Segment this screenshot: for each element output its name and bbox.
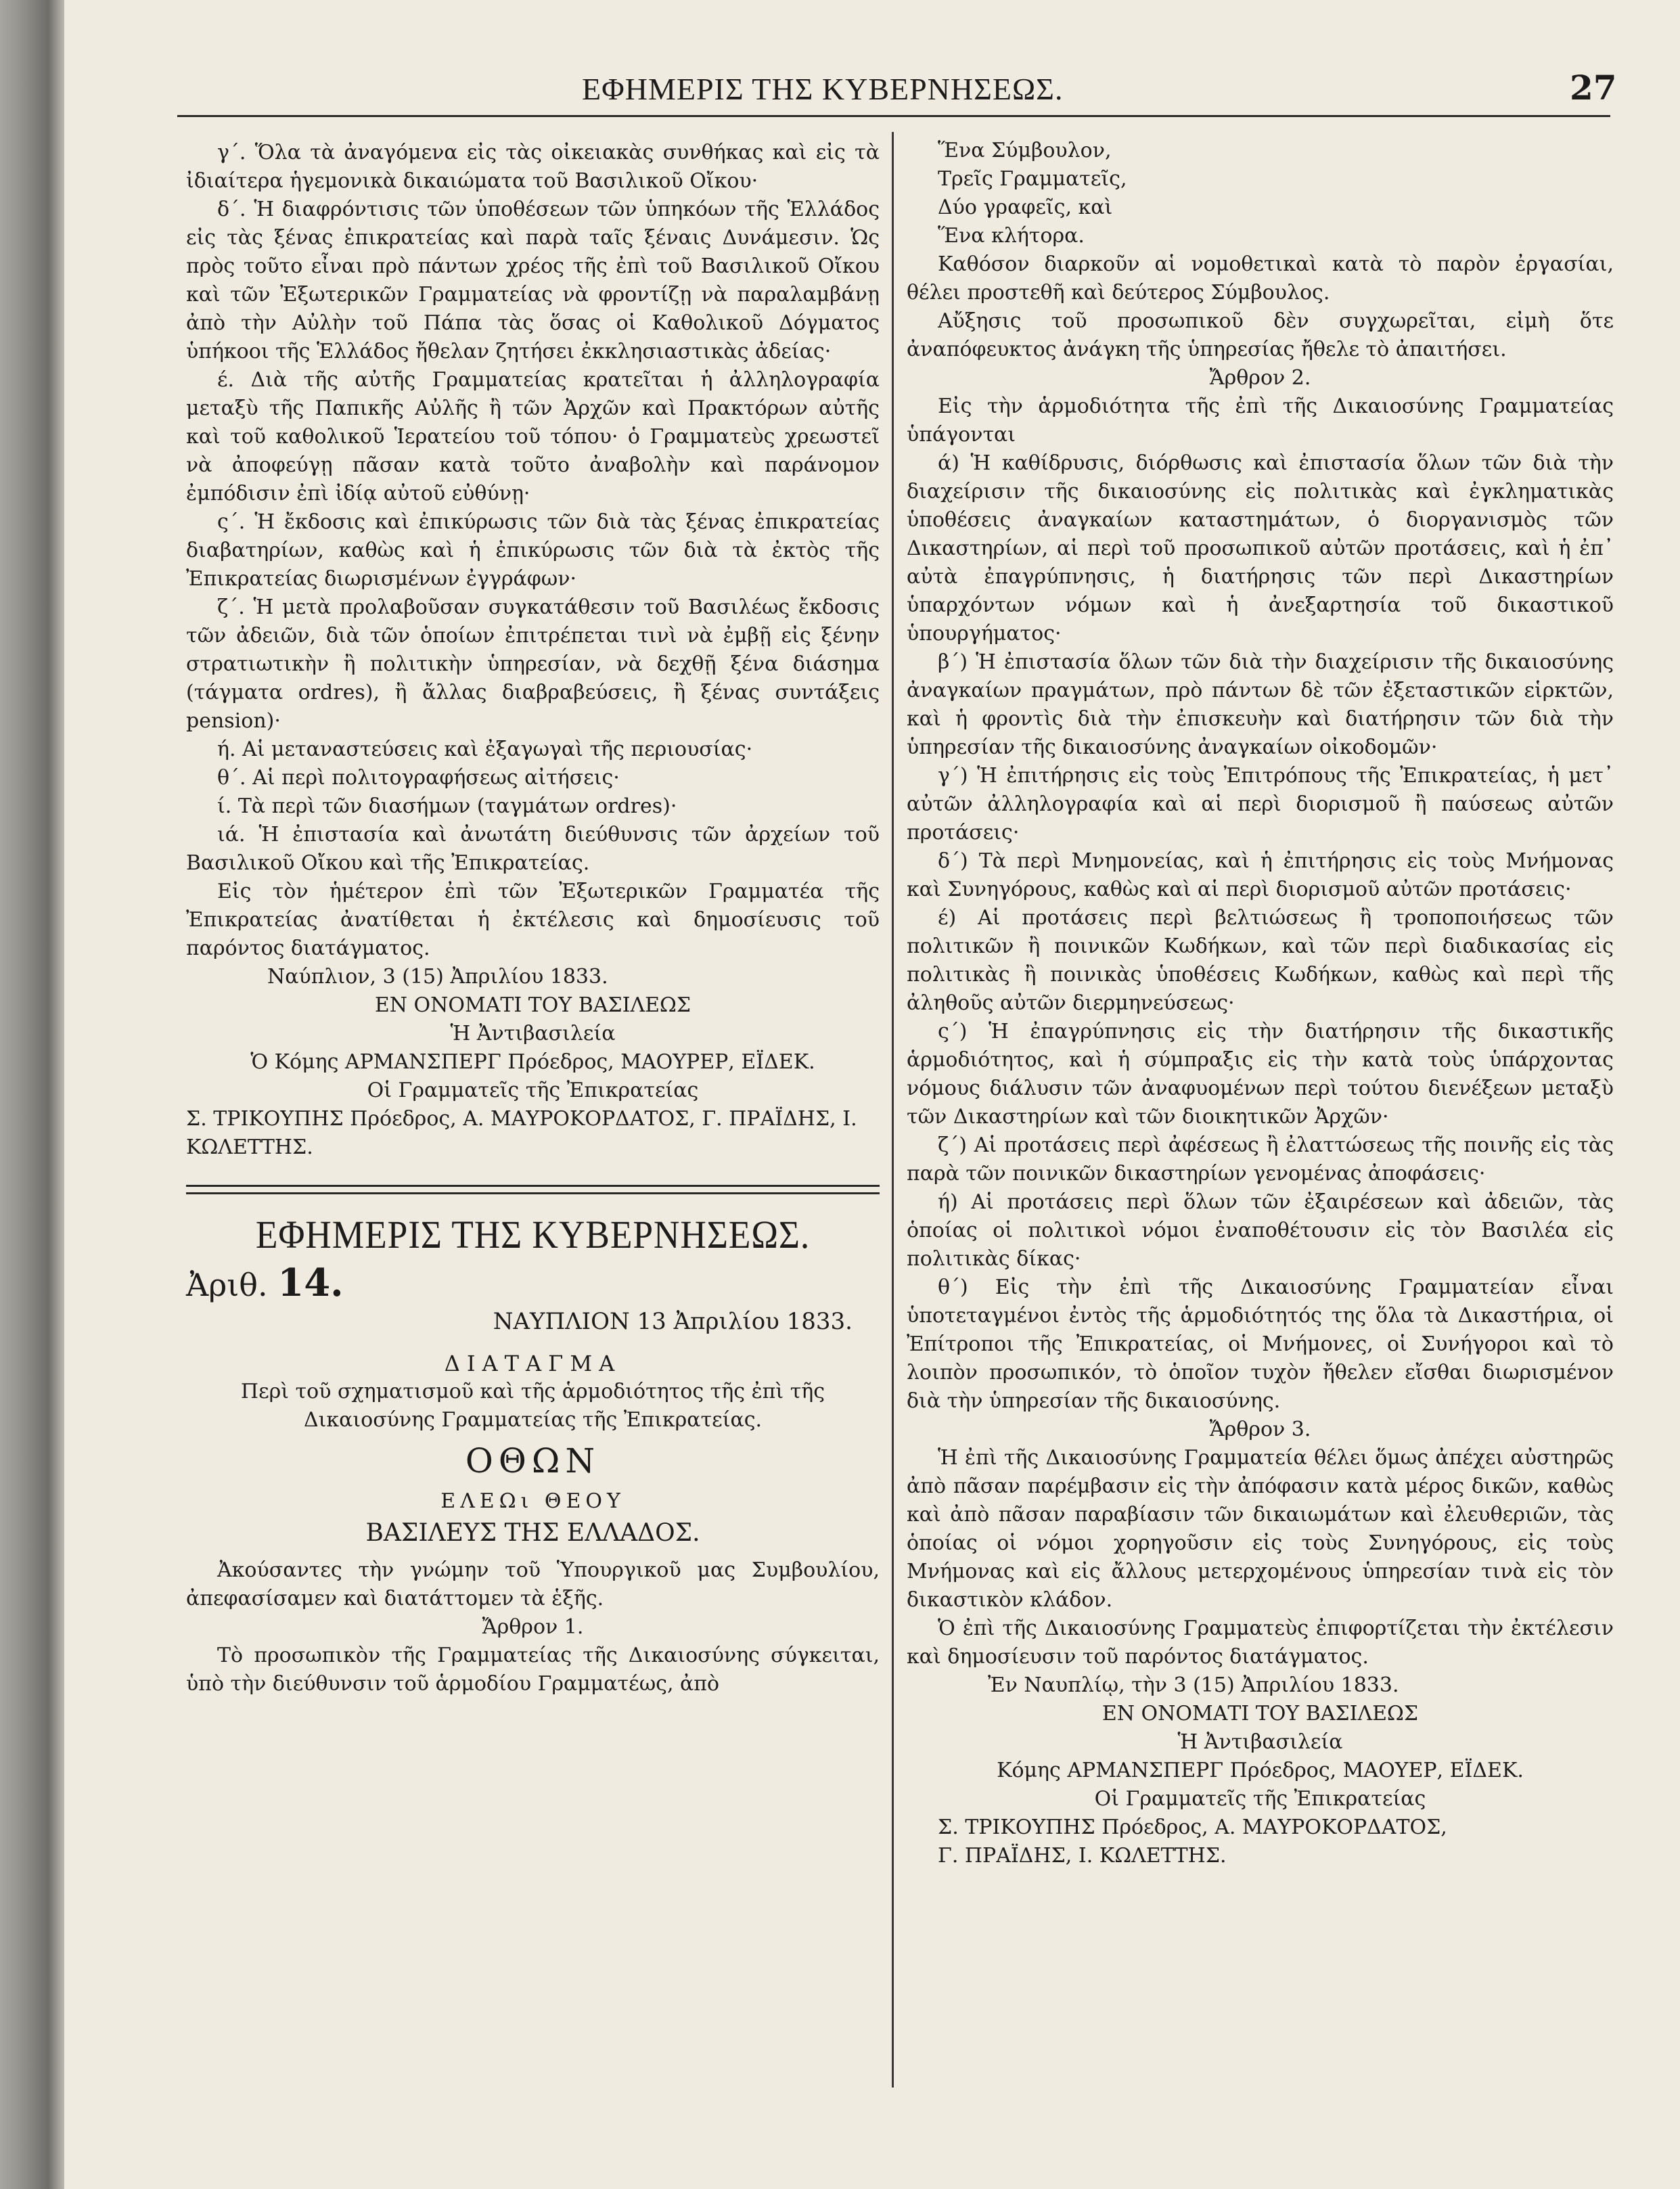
secretaries-signatures: Σ. ΤΡΙΚΟΥΠΗΣ Πρόεδρος, Α. ΜΑΥΡΟΚΟΡΔΑΤΟΣ, <box>938 1815 1447 1839</box>
article-item: ς΄) Ἡ ἐπαγρύπνησις εἰς τὴν διατήρησιν τῆς δικαστικῆς ἁρμοδιότητος, καὶ ἡ σύμπραξις εἰς τὴν κατὰ τοὺς ὑπάρχοντας νόμους διάλυσιν τῶν ἀναφυομένων περὶ τούτου διενέξεων μεταξὺ τῶν Δικαστηρίων καὶ τῶν διοικητικῶν Ἀρχῶν· <box>907 1020 1614 1129</box>
article-item: έ) Αἱ προτάσεις περὶ βελτιώσεως ἢ τροποποιήσεως τῶν πολιτικῶν ἢ ποινικῶν Κωδήκων, καὶ τῶν περὶ διαδικασίας εἰς πολιτικὰς ἢ ποινικὰς ὑποθέσεις Κωδήκων, καθὼς καὶ περὶ τῆς ἀληθοῦς αὐτῶν διερμηνεύσεως· <box>907 906 1614 1015</box>
decree-date: Ἐν Ναυπλίῳ, τὴν 3 (15) Ἀπριλίου 1833. <box>988 1673 1399 1697</box>
staff-line: Τρεῖς Γραμματεῖς, <box>938 167 1127 191</box>
staff-line: Δύο γραφεῖς, καὶ <box>938 196 1113 219</box>
staff-line: Ἕνα κλήτορα. <box>938 224 1085 248</box>
decree-subject: Περὶ τοῦ σχηματισμοῦ καὶ τῆς ἁρμοδιότητος τῆς ἐπὶ τῆς Δικαιοσύνης Γραμματείας τῆς Ἐπικρατείας. <box>240 1380 825 1432</box>
article-item: ή) Αἱ προτάσεις περὶ ὅλων τῶν ἐξαιρέσεων καὶ ἀδειῶν, τὰς ὁποίας οἱ πολιτικοὶ νόμοι ἐναποθέτουσιν εἰς τὸν Βασιλέα εἰς πολιτικὰς δίκας· <box>907 1190 1614 1271</box>
spacer <box>186 1551 880 1556</box>
issue-prefix: Ἀριθ. <box>186 1267 268 1303</box>
header-rule <box>177 115 1610 117</box>
page-number: 27 <box>1570 68 1617 108</box>
regency-label: Ἡ Ἀντιβασιλεία <box>450 1022 616 1045</box>
place-and-date: ΝΑΥΠΛΙΟΝ 13 Ἀπριλίου 1833. <box>493 1308 853 1335</box>
regents-signatures: Ὁ Κόμης ΑΡΜΑΝΣΠΕΡΓ Πρόεδρος, ΜΑΟΥΡΕΡ, ΕΪΔΕΚ. <box>250 1050 815 1074</box>
secretaries-signatures: Γ. ΠΡΑΪΔΗΣ, Ι. ΚΩΛΕΤΤΗΣ. <box>938 1844 1227 1868</box>
paragraph: ζ΄. Ἡ μετὰ προλαβοῦσαν συγκατάθεσιν τοῦ Βασιλέως ἔκδοσις τῶν ἀδειῶν, διὰ τῶν ὁποίων ἐπιτρέπεται τινὶ νὰ ἐμβῇ εἰς ξένην στρατιωτικὴν ἢ πολιτικὴν ὑπηρεσίαν, νὰ δεχθῇ ξένα διάσημα (τάγματα ordres), ἢ ἄλλας διαβραβεύσεις, ἢ ξένας συντάξεις pension)· <box>186 595 880 733</box>
decree-date: Ναύπλιον, 3 (15) Ἀπριλίου 1833. <box>267 965 608 989</box>
execution-clause: Ὁ ἐπὶ τῆς Δικαιοσύνης Γραμματεὺς ἐπιφορτίζεται τὴν ἐκτέλεσιν καὶ δημοσίευσιν τοῦ παρόντος διατάγματος. <box>907 1617 1614 1669</box>
paragraph: ή. Αἱ μεταναστεύσεις καὶ ἐξαγωγαὶ τῆς περιουσίας· <box>217 738 753 761</box>
paragraph: Εἰς τὸν ἡμέτερον ἐπὶ τῶν Ἐξωτερικῶν Γραμματέα τῆς Ἐπικρατείας ἀνατίθεται ἡ ἐκτέλεσις καὶ δημοσίευσις τοῦ παρόντος διατάγματος. <box>186 880 880 960</box>
right-column <box>907 137 1614 1870</box>
paragraph: γ΄. Ὅλα τὰ ἀναγόμενα εἰς τὰς οἰκειακὰς συνθήκας καὶ εἰς τὰ ἰδιαίτερα ἡγεμονικὰ δικαιώματα τοῦ Βασιλικοῦ Οἴκου· <box>186 141 880 193</box>
paragraph: θ΄. Αἱ περὶ πολιτογραφήσεως αἰτήσεις· <box>217 766 620 790</box>
in-the-name-of-the-king: ΕΝ ΟΝΟΜΑΤΙ ΤΟΥ ΒΑΣΙΛΕΩΣ <box>1102 1702 1419 1725</box>
article-item: ά) Ἡ καθίδρυσις, διόρθωσις καὶ ἐπιστασία ὅλων τῶν διὰ τὴν διαχείρισιν τῆς δικαιοσύνης εἰς πολιτικὰς καὶ ἐγκληματικὰς ὑποθέσεις ἀναγκαίων καταστημάτων, ὁ διοργανισμὸς τῶν Δικαστηρίων, αἱ περὶ τοῦ προσωπικοῦ αὐτῶν προτάσεις, καὶ ἡ ἐπ᾽ αὐτὰ ἐπαγρύπνησις, ἡ διατήρησις τῶν περὶ Δικαστηρίων ὑπαρχόντων νόμων καὶ ἡ ἀνεξαρτησία τοῦ δικαστικοῦ ὑπουργήματος· <box>907 451 1614 646</box>
article-item: ζ΄) Αἱ προτάσεις περὶ ἀφέσεως ἢ ἐλαττώσεως τῆς ποινῆς εἰς τὰς παρὰ τῶν ποινικῶν δικαστηρίων γενομένας ἀποφάσεις· <box>907 1133 1614 1186</box>
section-double-rule <box>186 1185 880 1194</box>
article-heading: Ἄρθρον 3. <box>1209 1418 1311 1441</box>
article-item: θ΄) Εἰς τὴν ἐπὶ τῆς Δικαιοσύνης Γραμματείαν εἶναι ὑποτεταγμένοι ἐντὸς τῆς ἁρμοδιότητός της ὅλα τὰ Δικαστήρια, οἱ Ἐπίτροποι τῆς Ἐπικρατείας, οἱ Μνήμονες, οἱ Συνήγοροι καὶ τὸ λοιπὸν προσωπικόν, τὸ ὁποῖον τυχὸν ἤθελεν εἴσθαι διωρισμένον διὰ τὴν ὑπηρεσίαν τῆς δικαιοσύνης. <box>907 1276 1614 1413</box>
article-heading: Ἄρθρον 2. <box>1209 366 1311 390</box>
secretaries-signatures: Σ. ΤΡΙΚΟΥΠΗΣ Πρόεδρος, Α. ΜΑΥΡΟΚΟΡΔΑΤΟΣ, Γ. ΠΡΑΪΔΗΣ, Ι. ΚΩΛΕΤΤΗΣ. <box>186 1107 857 1159</box>
article-item: γ΄) Ἡ ἐπιτήρησις εἰς τοὺς Ἐπιτρόπους τῆς Ἐπικρατείας, ἡ μετ᾽ αὐτῶν ἀλληλογραφία καὶ αἱ περὶ διορισμοῦ ἢ παύσεως αὐτῶν προτάσεις· <box>907 764 1614 844</box>
secretaries-label: Οἱ Γραμματεῖς τῆς Ἐπικρατείας <box>1094 1787 1426 1811</box>
king-otho-heading: ΟΘΩΝ <box>465 1441 601 1481</box>
article-text: Ἡ ἐπὶ τῆς Δικαιοσύνης Γραμματεία θέλει ὅμως ἀπέχει αὐστηρῶς ἀπὸ πᾶσαν παρέμβασιν εἰς τὴν ἀπόφασιν κατὰ μέρος δικῶν, καθὼς καὶ ἀπὸ πᾶσαν παραβίασιν τῶν δικαιωμάτων καὶ ἐλευθεριῶν, τὰς ὁποίας οἱ νόμοι χορηγοῦσιν εἰς τοὺς Συνηγόρους, εἰς τοὺς Μνήμονας καὶ εἰς ἄλλους μετερχομένους ὑπηρεσίαν τινὰ εἰς τὸν δικαστικὸν κλάδον. <box>907 1446 1614 1612</box>
regents-signatures: Κόμης ΑΡΜΑΝΣΠΕΡΓ Πρόεδρος, ΜΑΟΥΕΡ, ΕΪΔΕΚ. <box>997 1759 1524 1782</box>
issue-number-line <box>186 1263 880 1305</box>
paragraph: δ΄. Ἡ διαφρόντισις τῶν ὑποθέσεων τῶν ὑπηκόων τῆς Ἑλλάδος εἰς τὰς ξένας ἐπικρατείας καὶ παρὰ ταῖς ξέναις Δυνάμεσιν. Ὡς πρὸς τοῦτο εἶναι πρὸ πάντων χρέος τῆς ἐπὶ τοῦ Βασιλικοῦ Οἴκου καὶ τῶν Ἐξωτερικῶν Γραμματείας νὰ φροντίζῃ νὰ παραλαμβάνῃ ἀπὸ τὴν Αὐλὴν τοῦ Πάπα τὰς ὅσας οἱ Καθολικοῦ Δόγματος ὑπήκοοι τῆς Ἑλλάδος ἤθελαν ζητήσει ἐκκλησιαστικὰς ἀδείας· <box>186 198 880 363</box>
paragraph: ί. Τὰ περὶ τῶν διασήμων (ταγμάτων ordres)· <box>217 794 677 818</box>
king-of-greece-title: ΒΑΣΙΛΕΥΣ ΤΗΣ ΕΛΛΑΔΟΣ. <box>365 1519 700 1547</box>
article-text: Τὸ προσωπικὸν τῆς Γραμματείας τῆς Δικαιοσύνης σύγκειται, ὑπὸ τὴν διεύθυνσιν τοῦ ἁρμοδίου Γραμματέως, ἀπὸ <box>186 1644 880 1696</box>
by-grace-of-god: ΕΛΕΩι ΘΕΟΥ <box>440 1489 625 1513</box>
paragraph: έ. Διὰ τῆς αὐτῆς Γραμματείας κρατεῖται ἡ ἀλληλογραφία μεταξὺ τῆς Παπικῆς Αὐλῆς ἢ τῶν Ἀρχῶν καὶ Πρακτόρων αὐτῆς καὶ τοῦ καθολικοῦ Ἱερατείου τοῦ τόπου· ὁ Γραμματεὺς χρεωστεῖ νὰ ἀποφεύγῃ πᾶσαν κατὰ τοῦτο ἀναβολὴν καὶ παράνομον ἐμπόδισιν ἐπὶ ἰδίᾳ αὐτοῦ εὐθύνῃ· <box>186 368 880 505</box>
decree-intro: Ἀκούσαντες τὴν γνώμην τοῦ Ὑπουργικοῦ μας Συμβουλίου, ἀπεφασίσαμεν καὶ διατάττομεν τὰ ἑξῆς. <box>186 1558 880 1610</box>
paragraph: Αὔξησις τοῦ προσωπικοῦ δὲν συγχωρεῖται, εἰμὴ ὅτε ἀναπόφευκτος ἀνάγκη τῆς ὑπηρεσίας ἤθελε τὸ ἀπαιτήσει. <box>907 309 1614 361</box>
article-item: β΄) Ἡ ἐπιστασία ὅλων τῶν διὰ τὴν διαχείρισιν τῆς δικαιοσύνης ἀναγκαίων πραγμάτων, πρὸ πάντων δὲ τῶν ἐξεταστικῶν εἱρκτῶν, καὶ ἡ φροντὶς διὰ τὴν ἐπισκευὴν καὶ διατήρησιν τῶν διὰ τὴν ὑπηρεσίαν τῆς δικαιοσύνης ἀναγκαίων οἰκοδομῶν· <box>907 650 1614 759</box>
decree-heading: ΔΙΑΤΑΓΜΑ <box>444 1351 622 1376</box>
article-intro: Εἰς τὴν ἁρμοδιότητα τῆς ἐπὶ τῆς Δικαιοσύνης Γραμματείας ὑπάγονται <box>907 394 1614 447</box>
regency-label: Ἡ Ἀντιβασιλεία <box>1177 1730 1343 1754</box>
paragraph: ιά. Ἡ ἐπιστασία καὶ ἀνωτάτη διεύθυνσις τῶν ἀρχείων τοῦ Βασιλικοῦ Οἴκου καὶ τῆς Ἐπικρατείας. <box>186 823 880 875</box>
paragraph: Καθόσον διαρκοῦν αἱ νομοθετικαὶ κατὰ τὸ παρὸν ἐργασίαι, θέλει προστεθῆ καὶ δεύτερος Σύμβουλος. <box>907 252 1614 304</box>
column-divider <box>892 132 894 2088</box>
running-header-title: ΕΦΗΜΕΡΙΣ ΤΗΣ ΚΥΒΕΡΝΗΣΕΩΣ. <box>582 72 1064 106</box>
article-item: δ΄) Τὰ περὶ Μνημονείας, καὶ ἡ ἐπιτήρησις εἰς τοὺς Μνήμονας καὶ Συνηγόρους, καθὼς καὶ αἱ περὶ διορισμοῦ αὐτῶν προτάσεις· <box>907 849 1614 901</box>
gazette-masthead: ΕΦΗΜΕΡΙΣ ΤΗΣ ΚΥΒΕΡΝΗΣΕΩΣ. <box>255 1213 811 1257</box>
article-heading: Ἄρθρον 1. <box>482 1615 584 1639</box>
paragraph: ς΄. Ἡ ἔκδοσις καὶ ἐπικύρωσις τῶν διὰ τὰς ξένας ἐπικρατείας διαβατηρίων, καθὼς καὶ ἡ ἐπικύρωσις τῶν διὰ τὰ ἐκτὸς τῆς Ἐπικρατείας διωρισμένων ἐγγράφων· <box>186 510 880 591</box>
book-binding-edge <box>0 0 64 2189</box>
left-column <box>186 139 880 1698</box>
secretaries-label: Οἱ Γραμματεῖς τῆς Ἐπικρατείας <box>367 1079 699 1102</box>
staff-line: Ἕνα Σύμβουλον, <box>938 139 1112 162</box>
issue-number: 14. <box>277 1261 344 1305</box>
in-the-name-of-the-king: ΕΝ ΟΝΟΜΑΤΙ ΤΟΥ ΒΑΣΙΛΕΩΣ <box>374 993 691 1017</box>
